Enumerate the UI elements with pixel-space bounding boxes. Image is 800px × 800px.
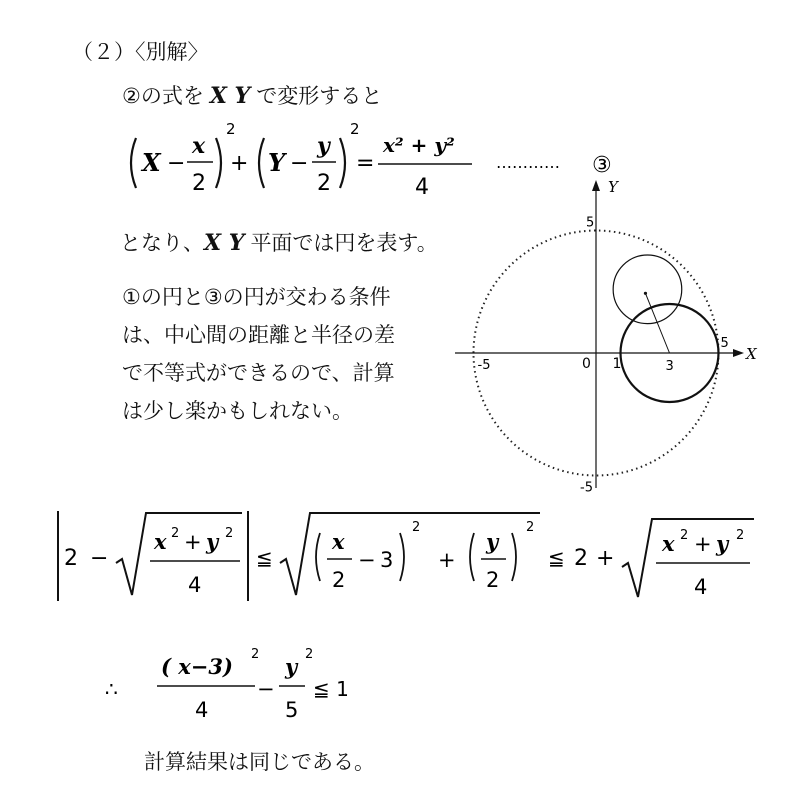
inequality (50, 505, 770, 610)
eq3-label: ③ (592, 153, 612, 178)
tick-x-neg5: -5 (477, 358, 491, 373)
ineq-plus-3: + (596, 546, 615, 571)
eq3-sq-2: 2 (350, 120, 360, 138)
thin-circle (613, 255, 682, 324)
ineq-three: 3 (380, 548, 394, 572)
ineq-plus-4: + (694, 532, 712, 556)
plane-sentence (120, 227, 438, 257)
paren-close-a (400, 533, 404, 581)
ineq-y-2: y (486, 529, 499, 554)
ineq-two-1: 2 (64, 546, 78, 571)
paren-close-1 (216, 138, 221, 188)
ineq-four-1: 4 (188, 573, 202, 597)
intro-prefix: ②の式を (122, 84, 204, 108)
ineq-two-den-1: 2 (332, 568, 346, 592)
ineq-minus-2: − (358, 548, 376, 572)
eq3-four: 4 (415, 175, 429, 200)
explanation-line: で不等式ができるので、計算 (122, 361, 395, 385)
ineq-sq-3: 2 (412, 520, 421, 535)
ineq-sq-1: 2 (171, 526, 180, 541)
tick-x-5: 5 (720, 336, 729, 351)
intro-vars: X Y (209, 83, 251, 109)
intro-line (122, 80, 382, 110)
paren-open-1 (131, 138, 136, 188)
circle-graph (450, 178, 770, 498)
explanation-line: は、中心間の距離と半径の差 (122, 323, 395, 347)
result-rel: ≦ 1 (313, 677, 349, 701)
x-axis-label: X (746, 345, 757, 363)
ineq-sq-2: 2 (225, 526, 234, 541)
ineq-x-2: x (332, 529, 345, 554)
ineq-two-den-2: 2 (486, 568, 500, 592)
paren-close-b (512, 533, 516, 581)
result-sq-2: 2 (305, 647, 314, 662)
eq3-equals: = (356, 151, 375, 176)
explanation-line: は少し楽かもしれない。 (122, 399, 353, 423)
eq3-rhs-num: x² + y² (383, 133, 455, 157)
result-num: ( x−3) (161, 654, 233, 679)
eq3-X: X (142, 148, 161, 177)
eq3-y: y (317, 133, 330, 159)
explanation-block (122, 278, 395, 430)
tick-y-5: 5 (586, 215, 595, 231)
result-sq-1: 2 (251, 647, 260, 662)
eq3-x: x (192, 133, 206, 159)
paren-open-b (470, 533, 474, 581)
y-axis-label: Y (608, 178, 618, 196)
eq3-dots: ………… (496, 153, 560, 172)
paren-open-2 (259, 138, 264, 188)
ineq-four-2: 4 (694, 575, 708, 599)
ineq-plus-1: + (184, 530, 202, 554)
intro-suffix: で変形すると (256, 84, 383, 108)
result-den-2: 5 (285, 698, 299, 722)
ineq-leq-1: ≦ (256, 546, 273, 570)
thin-circle-center (644, 292, 647, 295)
result-minus: − (257, 677, 275, 701)
ineq-minus: − (90, 546, 109, 571)
tick-x-1: 1 (612, 356, 622, 372)
ineq-y-3: y (716, 531, 729, 556)
explanation-line: ①の円と③の円が交わる条件 (122, 285, 391, 309)
ineq-x-1: x (154, 529, 167, 554)
plane-vars: X Y (204, 230, 245, 256)
ineq-x-3: x (662, 531, 675, 556)
eq3-minus-1: − (167, 151, 186, 176)
origin-label: 0 (582, 356, 591, 372)
tick-y-neg5: -5 (580, 480, 593, 496)
plane-suffix: 平面では円を表す。 (250, 231, 438, 255)
therefore-symbol: ∴ (105, 677, 118, 701)
ineq-sq-4: 2 (526, 520, 535, 535)
plane-prefix: となり、 (120, 231, 204, 255)
ineq-sq-5: 2 (680, 528, 689, 543)
sqrt-sign-2 (280, 513, 540, 595)
conclusion-line: 計算結果は同じである。 (144, 750, 375, 774)
eq3-plus: + (230, 151, 249, 176)
eq3-sq-1: 2 (226, 120, 236, 138)
eq3-minus-2: − (290, 151, 309, 176)
paren-close-2 (340, 138, 345, 188)
tick-x-3: 3 (665, 359, 674, 374)
eq3-Y: Y (268, 148, 286, 177)
eq3-two-1: 2 (192, 171, 206, 196)
x-axis-arrow (733, 349, 744, 357)
eq3-two-2: 2 (317, 171, 331, 196)
result-y: y (285, 654, 298, 679)
ineq-y-1: y (206, 529, 219, 554)
ineq-sq-6: 2 (736, 528, 745, 543)
result-equation (105, 638, 405, 728)
ineq-two-2: 2 (574, 546, 588, 571)
section-heading: （２）〈別解〉 (72, 40, 209, 64)
paren-open-a (316, 533, 320, 581)
ineq-leq-2: ≦ (548, 546, 565, 570)
ineq-plus-2: + (438, 548, 456, 572)
y-axis-arrow (592, 180, 600, 191)
result-den-1: 4 (195, 698, 209, 722)
